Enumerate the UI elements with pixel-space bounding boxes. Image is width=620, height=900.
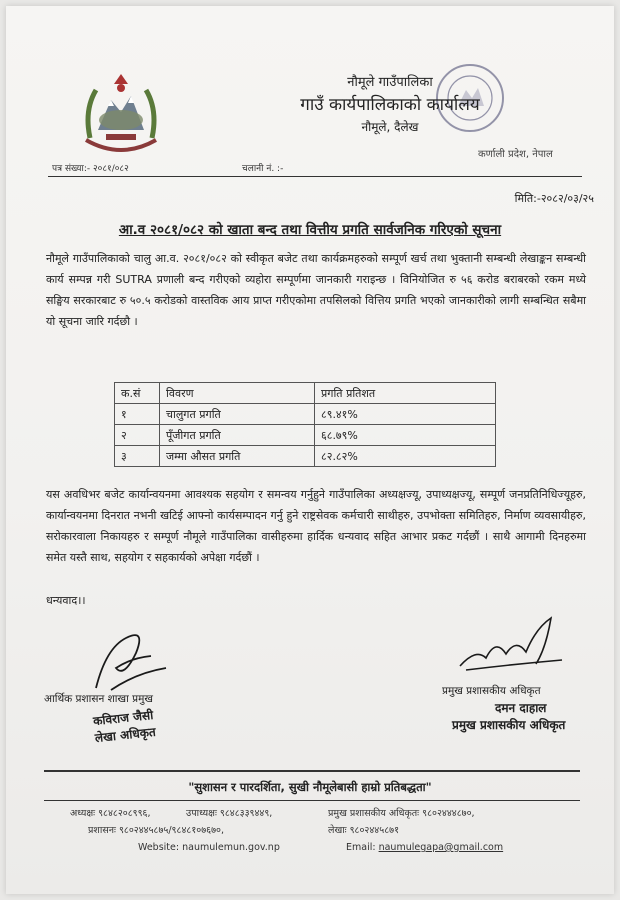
contact-vice-chair: उपाध्यक्षः ९८४८३३९४४९, [186, 808, 273, 819]
office-name: गाउँ कार्यपालिकाको कार्यालय [300, 95, 480, 115]
table-cell: ८९.४१% [315, 404, 496, 425]
website-row [138, 842, 280, 853]
table-row [115, 425, 496, 446]
right-signatory-name: दमन दाहाल [494, 701, 547, 715]
table-cell: ८२.८२% [315, 446, 496, 467]
progress-table [114, 382, 496, 467]
intro-paragraph: नौमूले गाउँपालिकाको चालु आ.व. २०८१/०८२ को स्वीकृत बजेट तथा कार्यक्रमहरुको सम्पूर्ण खर्च तथा भुक्तानी सम्बन्धी लेखाङ्कन सम्बन्धी कार्य सम्पन्न गरी SUTRA प्रणाली बन्द गरीएको व्यहोरा सम्पूर्णमा जानकारी गराइन्छ । विनियोजित रु ५६ करोड बराबरको रकम मध्ये सङ्घिय सरकारबाट रु ५०.५ करोडको वास्तविक आय प्राप्त गरीएकोमा तपसिलको वित्तिय प्रगति भएको जानकारीको लागी सम्बन्धित सबैमा यो सूचना जारि गर्दछौ । [46, 252, 586, 328]
notice-title: आ.व २०८१/०८२ को खाता बन्द तथा वित्तीय प्रगति सार्वजनिक गरिएको सूचना [118, 222, 502, 238]
table-header: प्रगति प्रतिशत [315, 383, 496, 404]
table-cell: २ [115, 425, 160, 446]
chalani-number: चलानी नं. :- [242, 164, 284, 174]
contact-admin: प्रशासनः ९८०२४४५८७५/९८४८१०७६७०, [88, 825, 224, 836]
table-header: क.सं [115, 383, 160, 404]
website-link[interactable]: naumulemun.gov.np [182, 842, 280, 853]
email-link[interactable]: naumulegapa@gmail.com [378, 842, 504, 853]
left-signatory-title: आर्थिक प्रशासन शाखा प्रमुख [44, 693, 154, 705]
province-label: कर्णाली प्रदेश, नेपाल [478, 149, 553, 160]
notice-page [6, 6, 614, 894]
right-signatory-designation: प्रमुख प्रशासकीय अधिकृत [452, 718, 566, 732]
left-signature-icon [76, 618, 176, 698]
email-row [346, 842, 503, 853]
table-cell: ६८.७९% [315, 425, 496, 446]
right-signatory-stamp [452, 700, 566, 734]
left-signatory-stamp [92, 707, 156, 747]
contact-cao: प्रमुख प्रशासकीय अधिकृतः ९८०२४४४८७०, [328, 808, 475, 819]
email-label: Email: [346, 842, 376, 853]
left-signatory-name: कविराज जैसी [92, 707, 154, 729]
footer-divider-thin [44, 800, 580, 801]
municipality-name: नौमूले गाउँपालिका [347, 75, 433, 90]
right-signatory-title: प्रमुख प्रशासकीय अधिकृत [442, 685, 541, 697]
table-cell: पूँजीगत प्रगति [160, 425, 315, 446]
website-label: Website: [138, 842, 180, 853]
table-cell: १ [115, 404, 160, 425]
table-row [115, 446, 496, 467]
table-cell: ३ [115, 446, 160, 467]
left-signatory-designation: लेखा अधिकृत [94, 724, 157, 746]
contact-accounts: लेखाः ९८०२४४५८७१ [328, 825, 400, 836]
office-location: नौमूले, दैलेख [361, 120, 419, 134]
patra-sankhya: पत्र संख्या:- २०८१/०८२ [52, 164, 129, 174]
table-cell: जम्मा औसत प्रगति [160, 446, 315, 467]
footer-divider [44, 770, 580, 772]
right-signature-icon [456, 608, 566, 680]
header-divider [48, 176, 582, 177]
table-row [115, 404, 496, 425]
closing-paragraph: यस अवधिभर बजेट कार्यान्वयनमा आवश्यक सहयोग र समन्वय गर्नुहुने गाउँपालिका अध्यक्षज्यू, उपाध्यक्षज्यू, सम्पूर्ण जनप्रतिनिधिज्यूहरु, कार्यान्वयनमा दिनरात नभनी खटिई आफ्नो कार्यसम्पादन गर्नु हुने राष्ट्रसेवक कर्मचारी साथीहरु, उपभोक्ता समितिहरु, निर्माण व्यवसायीहरु, सरोकारवाला निकायहरु र सम्पूर्ण नौमूले गाउँपालिका वासीहरुमा हार्दिक धन्यवाद सहित आभार प्रकट गर्दछौं । साथै आगामी दिनहरुमा समेत यस्तै साथ, सहयोग र सहकार्यको अपेक्षा गर्दछौं । [46, 488, 586, 564]
table-cell: चालुगत प्रगति [160, 404, 315, 425]
footer-motto: "सुशासन र पारदर्शिता, सुखी नौमूलेबासी हाम्रो प्रतिबद्धता" [188, 780, 432, 794]
table-header: विवरण [160, 383, 315, 404]
thanks-text: धन्यवाद।। [46, 594, 86, 607]
contact-chair: अध्यक्षः ९८४८२०८९९६, [70, 808, 151, 819]
table-header-row [115, 383, 496, 404]
notice-date: मिति:-२०८२/०३/२५ [514, 192, 594, 205]
